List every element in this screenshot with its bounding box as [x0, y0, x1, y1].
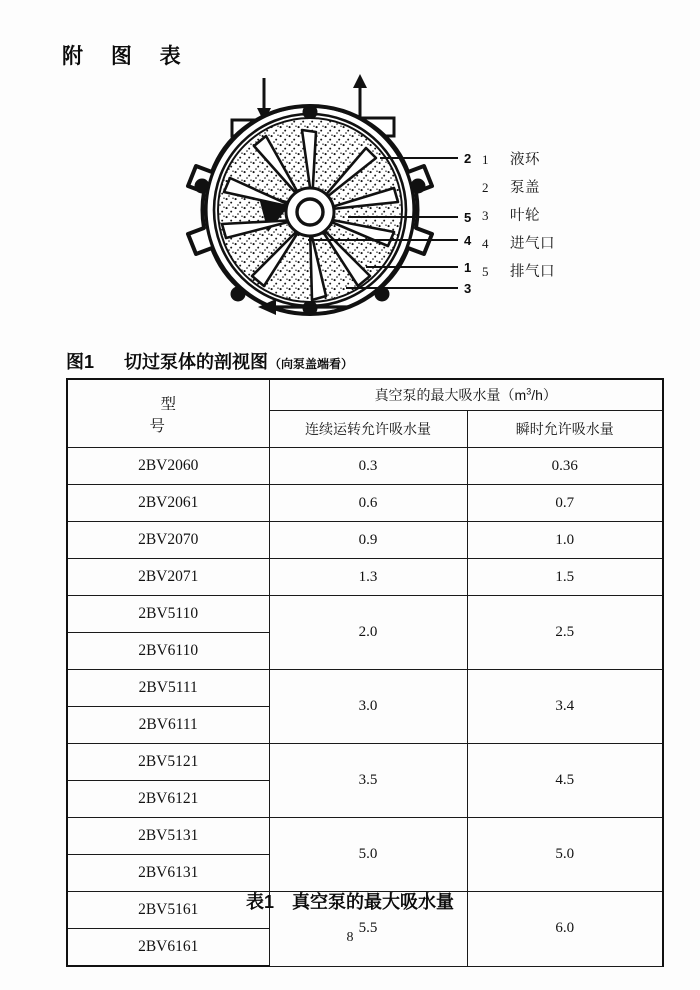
legend-label: 泵盖 [510, 180, 540, 196]
cell-model: 2BV5131 [67, 818, 269, 855]
table-row [67, 670, 663, 707]
page-title: 附 图 表 [62, 45, 192, 68]
leader-label-4: 4 [464, 233, 472, 248]
cell-model: 2BV5111 [67, 670, 269, 707]
header-group-tail: /h） [531, 387, 557, 403]
cell-model: 2BV2070 [67, 522, 269, 559]
header-group-text: 真空泵的最大吸水量（m [374, 387, 527, 403]
legend-label: 进气口 [510, 236, 555, 252]
figure-caption-title: 切过泵体的剖视图 [124, 352, 269, 372]
cell-model: 2BV5161 [67, 892, 269, 929]
legend-number: 2 [482, 180, 489, 195]
page-number: 8 [346, 930, 354, 945]
legend-label: 叶轮 [510, 208, 540, 224]
header-model: 型 号 [67, 379, 269, 448]
cell-continuous: 0.9 [269, 522, 467, 559]
impeller-hub [286, 188, 334, 236]
cell-model: 2BV5110 [67, 596, 269, 633]
cell-continuous: 5.5 [269, 892, 467, 967]
cell-model: 2BV2071 [67, 559, 269, 596]
cell-model: 2BV6121 [67, 781, 269, 818]
cell-continuous: 3.0 [269, 670, 467, 744]
leader-label-3: 3 [464, 281, 472, 296]
table-row [67, 744, 663, 781]
cell-model: 2BV5121 [67, 744, 269, 781]
table-caption-number: 表1 [245, 892, 274, 912]
cell-model: 2BV6111 [67, 707, 269, 744]
legend-number: 5 [482, 264, 489, 279]
cell-model: 2BV6161 [67, 929, 269, 967]
header-group-sup: 3 [526, 386, 532, 397]
cell-model: 2BV2061 [67, 485, 269, 522]
legend-item [482, 176, 632, 204]
figure-caption-note: （向泵盖端看） [269, 357, 354, 371]
cell-instant: 3.4 [467, 670, 663, 744]
legend-item [482, 232, 632, 260]
cell-continuous: 1.3 [269, 559, 467, 596]
table-caption [0, 888, 700, 914]
figure-legend [482, 148, 632, 288]
cell-instant: 0.7 [467, 485, 663, 522]
header-instant: 瞬时允许吸水量 [467, 411, 663, 448]
outlet-flow-arrow [353, 74, 367, 118]
table-caption-title: 真空泵的最大吸水量 [292, 892, 454, 912]
cell-continuous: 3.5 [269, 744, 467, 818]
legend-label: 排气口 [510, 264, 555, 280]
legend-item [482, 148, 632, 176]
legend-item [482, 260, 632, 288]
cell-continuous: 0.6 [269, 485, 467, 522]
cell-model: 2BV2060 [67, 448, 269, 485]
cell-instant: 0.36 [467, 448, 663, 485]
cell-instant: 2.5 [467, 596, 663, 670]
legend-number: 1 [482, 152, 489, 167]
table-row [67, 522, 663, 559]
legend-item [482, 204, 632, 232]
cell-continuous: 2.0 [269, 596, 467, 670]
cell-continuous: 0.3 [269, 448, 467, 485]
cell-instant: 1.5 [467, 559, 663, 596]
figure-caption [66, 348, 353, 374]
cell-model: 2BV6110 [67, 633, 269, 670]
cell-instant: 5.0 [467, 818, 663, 892]
header-group [269, 379, 663, 411]
header-continuous: 连续运转允许吸水量 [269, 411, 467, 448]
leader-label-1: 1 [464, 260, 472, 275]
leader-label-5: 5 [464, 210, 472, 225]
table-row [67, 448, 663, 485]
legend-number: 4 [482, 236, 489, 251]
cell-model: 2BV6131 [67, 855, 269, 892]
figure-caption-number: 图1 [66, 352, 95, 372]
cell-instant: 6.0 [467, 892, 663, 967]
table-row [67, 559, 663, 596]
legend-number: 3 [482, 208, 489, 223]
legend-label: 液环 [510, 152, 540, 168]
max-water-intake-table [66, 378, 664, 967]
table-row [67, 485, 663, 522]
cell-continuous: 5.0 [269, 818, 467, 892]
pump-diagram-svg [180, 62, 480, 322]
cell-instant: 1.0 [467, 522, 663, 559]
table-row [67, 818, 663, 855]
table-row [67, 596, 663, 633]
pump-cross-section-figure [180, 62, 480, 322]
leader-label-2: 2 [464, 151, 472, 166]
table-header-row [67, 379, 663, 411]
cell-instant: 4.5 [467, 744, 663, 818]
